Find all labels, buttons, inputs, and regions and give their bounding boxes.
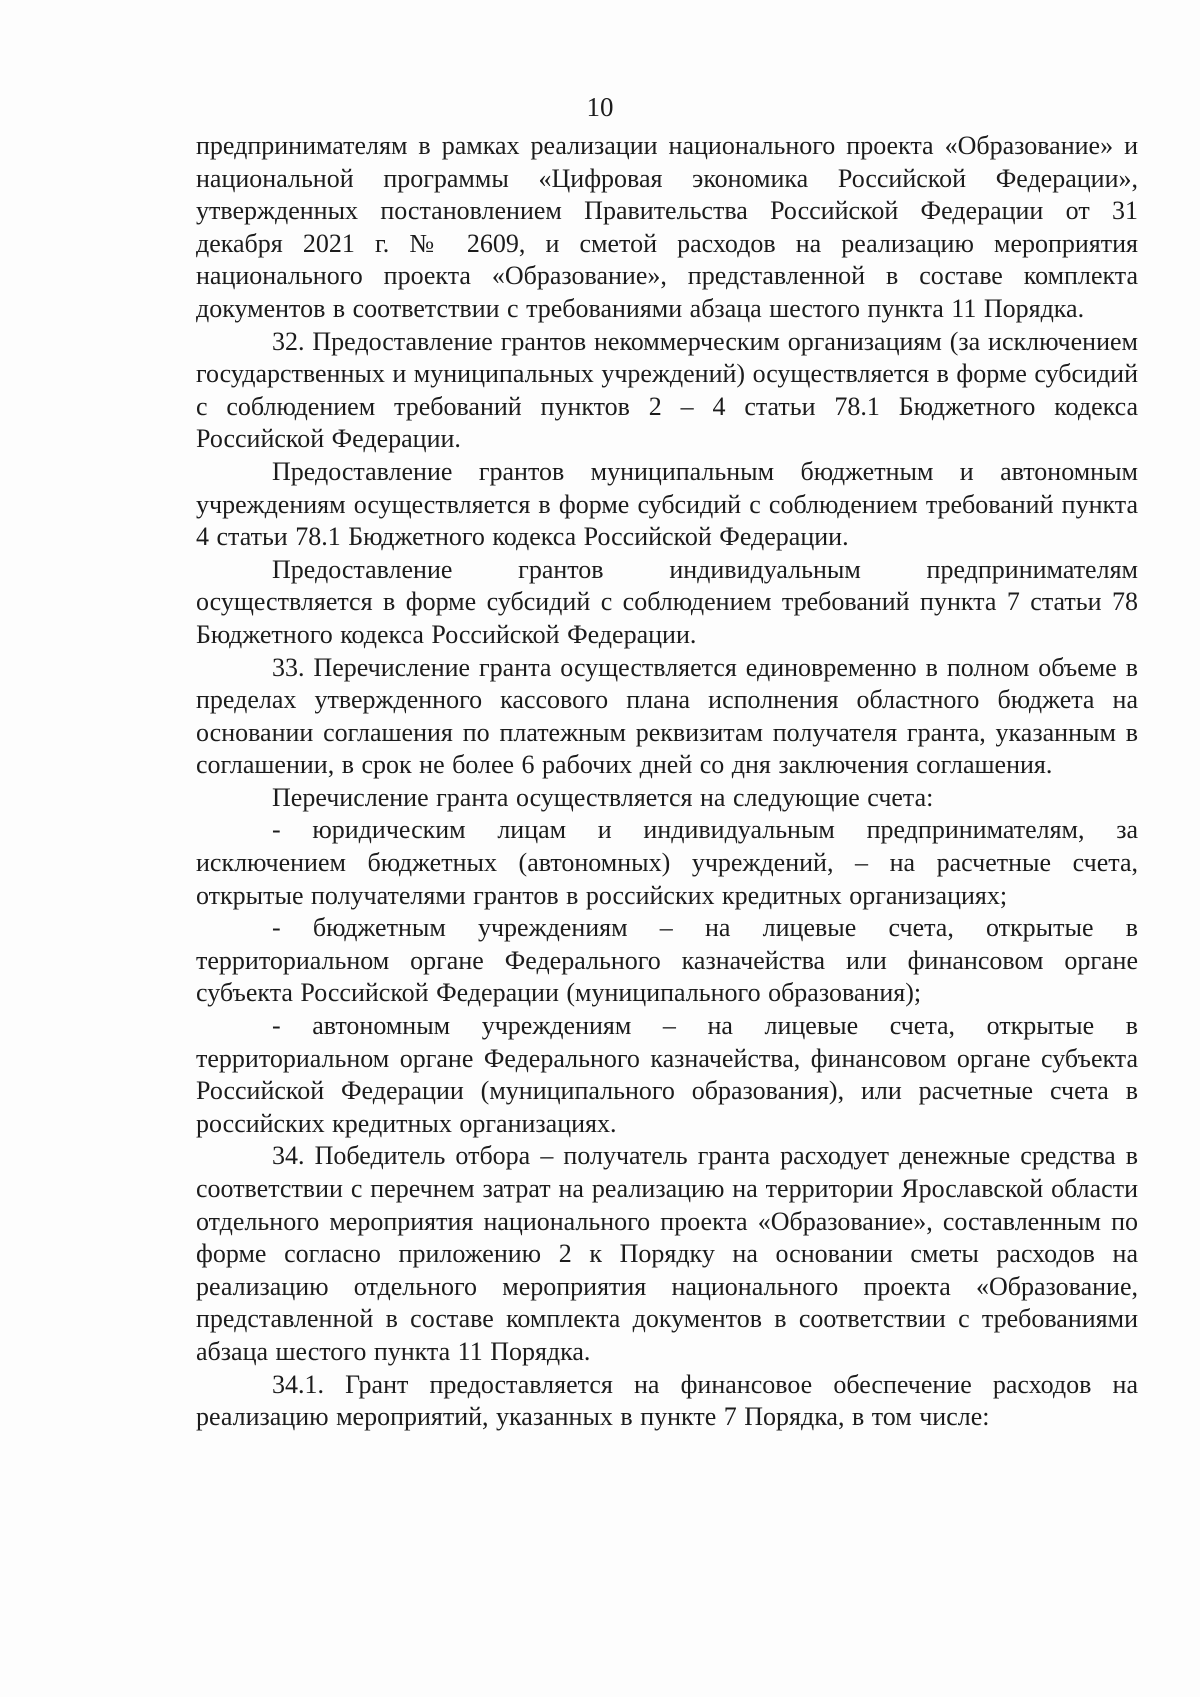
list-item-legal-entities: - юридическим лицам и индивидуальным предпринимателям, за исключением бюджетных (автономных) учреждений, – на расчетные счета, открытые получателями грантов в российских кредитных организациях;: [196, 815, 1138, 910]
page-number: 10: [586, 92, 614, 122]
list-item-budget-institutions: - бюджетным учреждениям – на лицевые счета, открытые в территориальном органе Федерального казначейства или финансовом органе субъекта Российской Федерации (муниципального образования);: [196, 913, 1138, 1008]
paragraph-grants-entrepreneurs: Предоставление грантов индивидуальным предпринимателям осуществляется в форме субсидий с соблюдением требований пункта 7 статьи 78 Бюджетного кодекса Российской Федерации.: [196, 554, 1138, 649]
paragraph-accounts-intro: Перечисление гранта осуществляется на следующие счета:: [272, 782, 934, 812]
paragraph-item-34: 34. Победитель отбора – получатель гранта расходует денежные средства в соответствии с перечнем затрат на реализацию на территории Ярославской области отдельного мероприятия национального проекта «Образование», составленным по форме согласно приложению 2 к Порядку на основании сметы расходов на реализацию отдельного мероприятия национального проекта «Образование, представленной в составе комплекта документов в соответствии с требованиями абзаца шестого пункта 11 Порядка.: [196, 1141, 1138, 1366]
paragraph-item-34-1: 34.1. Грант предоставляется на финансовое обеспечение расходов на реализацию мероприятий, указанных в пункте 7 Порядка, в том числе:: [196, 1369, 1138, 1432]
paragraph-item-33: 33. Перечисление гранта осуществляется единовременно в полном объеме в пределах утвержденного кассового плана исполнения областного бюджета на основании соглашения по платежным реквизитам получателя гранта, указанным в соглашении, в срок не более 6 рабочих дней со дня заключения соглашения.: [196, 652, 1138, 780]
document-body: [196, 130, 1138, 1434]
list-item-autonomous-institutions: - автономным учреждениям – на лицевые счета, открытые в территориальном органе Федерального казначейства, финансовом органе субъекта Российской Федерации (муниципального образования), или расчетные счета в российских кредитных организациях.: [196, 1011, 1138, 1138]
paragraph-item-32: 32. Предоставление грантов некоммерческим организациям (за исключением государственных и муниципальных учреждений) осуществляется в форме субсидий с соблюдением требований пунктов 2 – 4 статьи 78.1 Бюджетного кодекса Российской Федерации.: [196, 326, 1138, 454]
paragraph-continuation: предпринимателям в рамках реализации национального проекта «Образование» и национальной программы «Цифровая экономика Российской Федерации», утвержденных постановлением Правительства Российской Федерации от 31 декабря 2021 г. № 2609, и сметой расходов на реализацию мероприятия национального проекта «Образование», представленной в составе комплекта документов в соответствии с требованиями абзаца шестого пункта 11 Порядка.: [196, 131, 1138, 323]
paragraph-grants-municipal: Предоставление грантов муниципальным бюджетным и автономным учреждениям осуществляется в форме субсидий с соблюдением требований пункта 4 статьи 78.1 Бюджетного кодекса Российской Федерации.: [196, 456, 1138, 552]
